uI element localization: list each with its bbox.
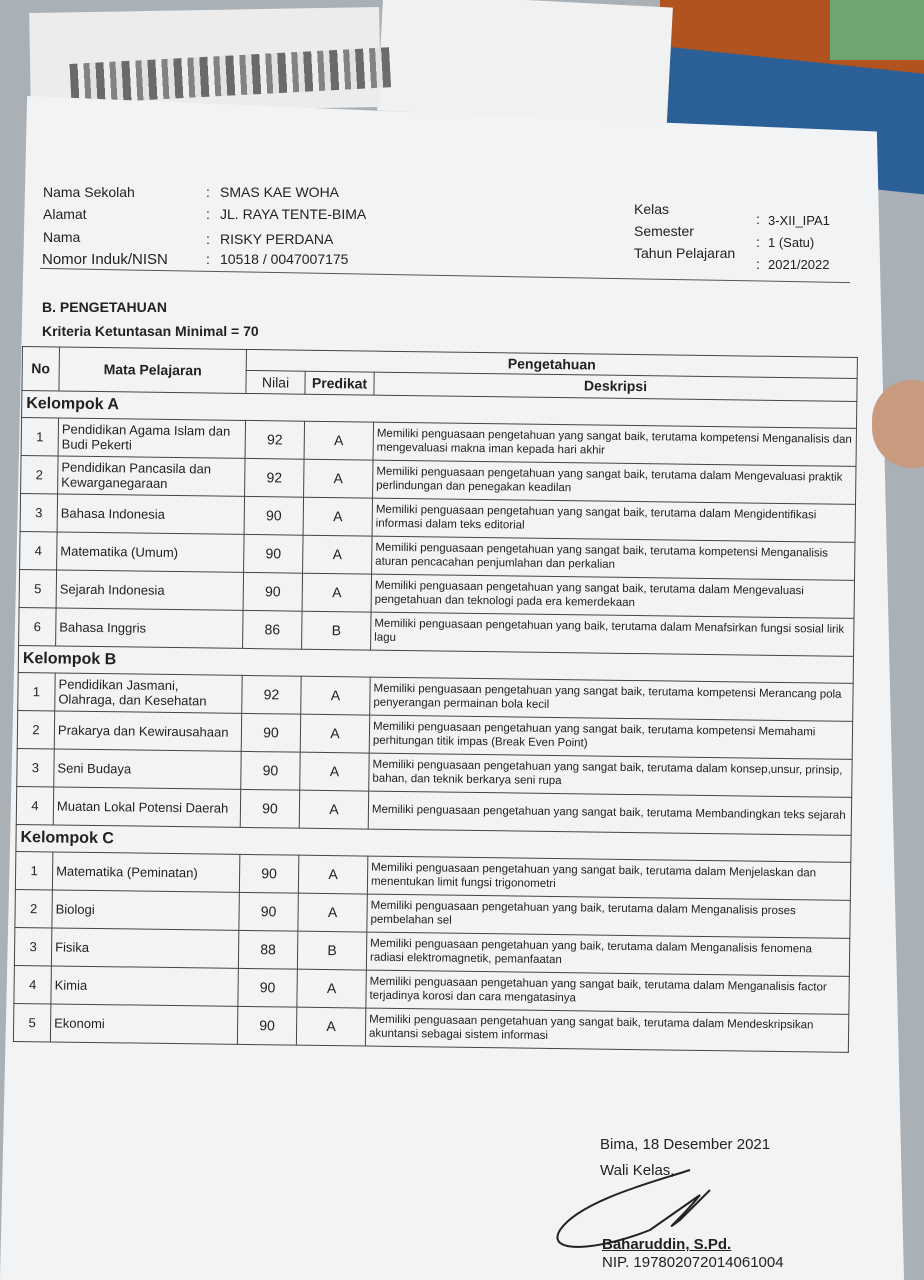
cell-deskripsi: Memiliki penguasaan pengetahuan yang sangat baik, terutama dalam Menjelaskan dan menentukan limit fungsi trigonometri [367,856,850,900]
cell-deskripsi: Memiliki penguasaan pengetahuan yang sangat baik, terutama dalam Menganalisis factor terjadinya korosi dan cara mengatasinya [366,970,849,1014]
cell-deskripsi: Memiliki penguasaan pengetahuan yang sangat baik, terutama Membandingkan teks sejarah [368,791,851,835]
cell-deskripsi: Memiliki penguasaan pengetahuan yang sangat baik, terutama dalam Mengidentifikasi informasi dalam teks editorial [372,498,855,542]
cell-deskripsi: Memiliki penguasaan pengetahuan yang sangat baik, terutama kompetensi Merancang pola penyerangan permainan bola kecil [370,677,853,721]
cell-nilai: 90 [244,496,303,535]
cell-no: 4 [14,965,51,1003]
cell-nilai: 90 [240,789,299,828]
label-kelas: Kelas [634,201,670,217]
value-kelas: 3-XII_IPA1 [768,213,830,228]
th-no: No [22,347,60,391]
cell-nilai: 88 [238,930,297,969]
cell-predikat: A [297,969,366,1008]
cell-nilai: 92 [242,675,301,714]
cell-deskripsi: Memiliki penguasaan pengetahuan yang sangat baik, terutama dalam Mengevaluasi pengetahuan dan teknologi pada era kemerdekaan [371,574,854,618]
th-pengetahuan: Pengetahuan [246,349,857,378]
cell-mata-pelajaran: Pendidikan Jasmani, Olahraga, dan Kesehatan [55,672,242,712]
group-label: Kelompok A [22,390,857,428]
value-semester: 1 (Satu) [768,235,815,250]
cell-nilai: 92 [245,420,304,459]
cell-mata-pelajaran: Pendidikan Pancasila dan Kewarganegaraan [58,455,245,495]
cell-deskripsi: Memiliki penguasaan pengetahuan yang baik, terutama dalam Menafsirkan fungsi sosial lirik lagu [371,612,854,656]
cell-mata-pelajaran: Ekonomi [50,1003,237,1043]
colon: : [206,251,210,267]
colon: : [206,206,210,222]
cell-predikat: A [299,790,368,829]
cell-no: 6 [19,607,56,645]
cell-predikat: B [302,611,371,650]
value-nama: RISKY PERDANA [220,231,334,247]
cell-deskripsi: Memiliki penguasaan pengetahuan yang baik, terutama dalam Menganalisis proses pembelahan sel [367,894,850,938]
place-date: Bima, 18 Desember 2021 [600,1136,771,1153]
cell-nilai: 90 [239,892,298,931]
cell-predikat: A [303,497,372,536]
cell-nilai: 90 [243,572,302,611]
cell-no: 2 [15,889,52,927]
colon: : [756,211,760,227]
cell-predikat: A [304,459,373,498]
value-tahun: 2021/2022 [768,257,830,272]
cell-mata-pelajaran: Prakarya dan Kewirausahaan [54,710,241,750]
label-nama-sekolah: Nama Sekolah [43,184,135,200]
teacher-name: Baharuddin, S.Pd. [602,1236,732,1253]
cell-predikat: A [303,535,372,574]
value-nisn: 10518 / 0047007175 [220,251,349,267]
th-mata-pelajaran: Mata Pelajaran [59,347,247,393]
group-label: Kelompok B [18,645,853,683]
colon: : [756,234,760,250]
cell-no: 4 [16,786,53,824]
cell-no: 5 [19,569,56,607]
cell-mata-pelajaran: Pendidikan Agama Islam dan Budi Pekerti [58,417,245,457]
label-nisn: Nomor Induk/NISN [42,251,168,268]
cell-no: 1 [21,417,58,455]
value-alamat: JL. RAYA TENTE-BIMA [220,206,367,222]
cell-predikat: A [302,573,371,612]
grades-body [13,390,856,1052]
cell-nilai: 90 [241,713,300,752]
cell-nilai: 90 [239,854,298,893]
value-nama-sekolah: SMAS KAE WOHA [220,184,340,200]
cell-no: 4 [20,531,57,569]
cell-nilai: 90 [237,1006,296,1045]
cell-predikat: A [300,714,369,753]
cell-mata-pelajaran: Muatan Lokal Potensi Daerah [53,786,240,826]
cell-mata-pelajaran: Seni Budaya [54,748,241,788]
cell-nilai: 86 [243,610,302,649]
cell-no: 5 [13,1003,50,1041]
cell-predikat: B [297,931,366,970]
group-label: Kelompok C [16,824,851,862]
cell-deskripsi: Memiliki penguasaan pengetahuan yang sangat baik, terutama kompetensi Menganalisis dan mengevaluasi makna iman kepada hari akhir [373,422,856,466]
cell-no: 3 [17,748,54,786]
cell-mata-pelajaran: Sejarah Indonesia [56,569,243,609]
cell-deskripsi: Memiliki penguasaan pengetahuan yang sangat baik, terutama kompetensi Menganalisis aturan pencacahan penjumlahan dan perkalian [372,536,855,580]
cell-mata-pelajaran: Matematika (Umum) [57,531,244,571]
cell-nilai: 90 [244,534,303,573]
colon: : [756,256,760,272]
label-tahun: Tahun Pelajaran [634,245,736,261]
cell-mata-pelajaran: Kimia [51,965,238,1005]
cell-no: 1 [18,672,55,710]
cell-predikat: A [298,893,367,932]
label-nama: Nama [43,229,81,245]
cell-predikat: A [301,676,370,715]
colon: : [206,184,210,200]
cell-no: 1 [15,851,52,889]
header-divider [40,268,850,283]
cell-nilai: 92 [245,458,304,497]
colon: : [206,231,210,247]
cell-mata-pelajaran: Bahasa Inggris [56,607,243,647]
grades-table-wrap [13,346,858,1052]
th-predikat: Predikat [305,371,374,394]
cell-predikat: A [298,855,367,894]
cell-no: 2 [17,710,54,748]
cell-mata-pelajaran: Bahasa Indonesia [57,493,244,533]
th-nilai: Nilai [246,370,305,393]
cell-no: 3 [20,493,57,531]
kkm-text: Kriteria Ketuntasan Minimal = 70 [42,323,259,339]
cell-deskripsi: Memiliki penguasaan pengetahuan yang sangat baik, terutama dalam Mendeskripsikan akuntansi sebagai sistem informasi [365,1008,848,1052]
cell-nilai: 90 [241,751,300,790]
label-alamat: Alamat [43,206,87,222]
cell-predikat: A [296,1007,365,1046]
label-semester: Semester [634,223,694,239]
cell-predikat: A [304,421,373,460]
cell-predikat: A [300,752,369,791]
cell-mata-pelajaran: Fisika [51,927,238,967]
teacher-nip: NIP. 197802072014061004 [602,1254,784,1271]
th-deskripsi: Deskripsi [374,372,857,401]
cell-deskripsi: Memiliki penguasaan pengetahuan yang sangat baik, terutama kompetensi Memahami perhitungan titik impas (Break Even Point) [369,715,852,759]
cell-deskripsi: Memiliki penguasaan pengetahuan yang sangat baik, terutama dalam konsep,unsur, prinsip, bahan, dan teknik berkarya seni rupa [369,753,852,797]
cell-no: 2 [21,455,58,493]
cell-mata-pelajaran: Biologi [52,889,239,929]
section-title: B. PENGETAHUAN [42,299,167,315]
cell-nilai: 90 [238,968,297,1007]
cell-no: 3 [14,927,51,965]
cell-mata-pelajaran: Matematika (Peminatan) [52,851,239,891]
cell-deskripsi: Memiliki penguasaan pengetahuan yang baik, terutama dalam Menganalisis fenomena radiasi elektromagnetik, pemanfaatan [366,932,849,976]
cell-deskripsi: Memiliki penguasaan pengetahuan yang sangat baik, terutama dalam Mengevaluasi praktik perlindungan dan penegakan keadilan [373,460,856,504]
role-title: Wali Kelas, [600,1162,675,1179]
grades-table [13,346,858,1052]
